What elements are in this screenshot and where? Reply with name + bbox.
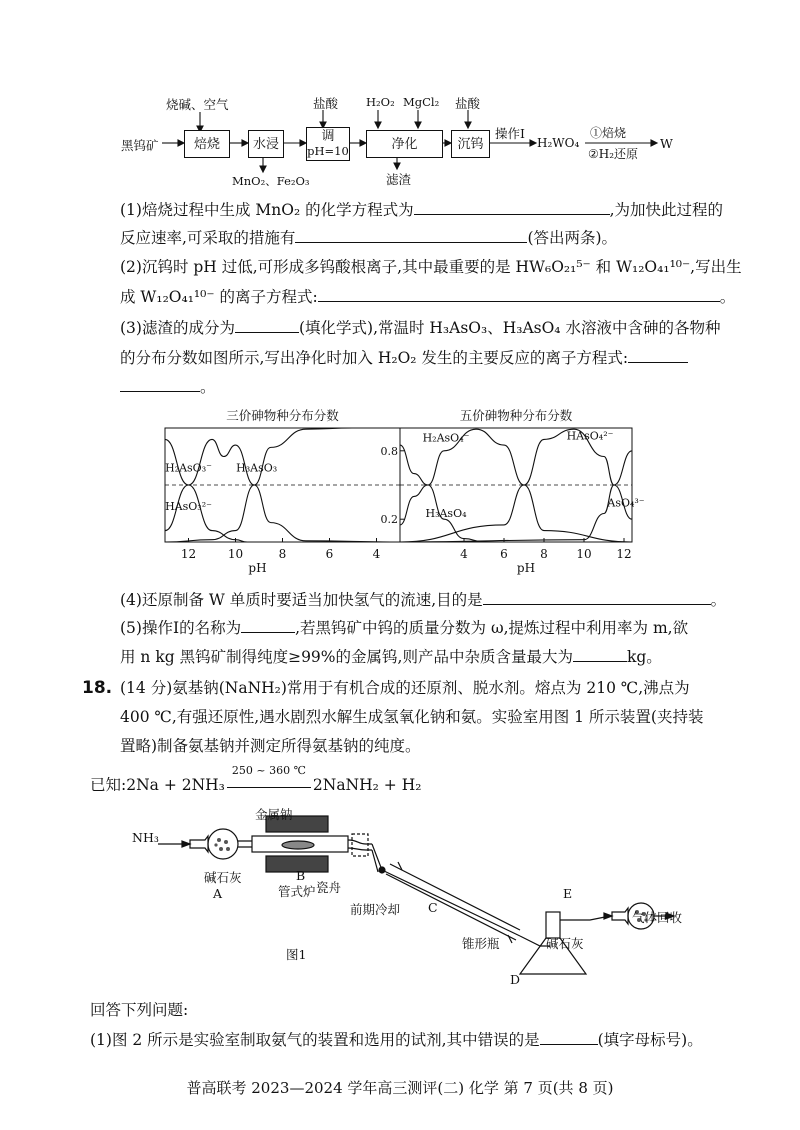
roast-box: 焙烧 [184, 130, 230, 158]
product-w-label: W [660, 136, 673, 151]
q17-p5b: ,若黑钨矿中钨的质量分数为 ω,提炼过程中利用率为 m,欲 [295, 619, 689, 637]
chart-title-0: 三价砷物种分布分数 [226, 408, 339, 423]
q17-p5d: kg。 [626, 648, 662, 666]
boat-label: 瓷舟 [316, 880, 342, 895]
condenser-joint [379, 867, 385, 873]
q17-part1-line1 [120, 200, 723, 220]
q18-intro-3: 置略)制备氨基钠并测定所得氨基钠的纯度。 [120, 737, 421, 755]
label-c: C [428, 900, 438, 915]
q17-p3b: (填化学式),常温时 H₃AsO₃、H₃AsO₄ 水溶液中含砷的各物种 [298, 319, 721, 337]
q17-p1c: 反应速率,可采取的措施有 [120, 229, 296, 247]
y-tick-label-1-1: 0.2 [380, 513, 398, 527]
q17-part5-line1 [120, 618, 688, 638]
step-reduce-label: ②H₂还原 [588, 147, 639, 161]
label-a: A [213, 886, 223, 901]
q17-part3-line1 [120, 318, 720, 338]
species-label-1-1: HAsO₄²⁻ [566, 429, 614, 443]
series-line-1-0 [400, 445, 632, 542]
q17-blank-4[interactable] [235, 318, 299, 333]
condenser-ports [398, 862, 512, 943]
purify-box: 净化 [366, 130, 443, 158]
x-tick-label-1-3: 10 [576, 547, 592, 561]
page-footer: 普高联考 2023—2024 学年高三测评(二) 化学 第 7 页(共 8 页) [186, 1079, 614, 1097]
drying-tube-e-neck [612, 908, 628, 924]
q17-blank-7[interactable] [241, 618, 295, 633]
hcl-label-2: 盐酸 [455, 96, 481, 111]
q17-part4 [120, 590, 726, 610]
arsenic-distribution-charts [160, 402, 650, 582]
q18-q1b: (填字母标号)。 [597, 1031, 703, 1049]
q18-intro-2: 400 ℃,有强还原性,遇水剧烈水解生成氢氧化钠和氨。实验室用图 1 所示装置(夹持装 [120, 708, 704, 726]
condenser-inner [382, 870, 520, 936]
q17-blank-3[interactable] [318, 287, 720, 302]
mgcl2-label: MgCl₂ [403, 95, 440, 109]
q17-p3a: (3)滤渣的成分为 [120, 319, 235, 337]
species-label-1-2: H₃AsO₄ [425, 506, 467, 520]
q17-p5c: 用 n kg 黑钨矿制得纯度≥99%的金属钨,则产品中杂质含量最大为 [120, 648, 573, 666]
porcelain-boat [282, 841, 314, 849]
label-b: B [296, 868, 306, 883]
label-e: E [563, 886, 573, 901]
x-tick-label-1-2: 8 [540, 547, 548, 561]
filter-residue-label: 滤渣 [386, 172, 412, 187]
precipitate-box: 沉钨 [451, 130, 490, 158]
q17-p5a: (5)操作Ⅰ的名称为 [120, 619, 242, 637]
tube-furnace-label: 管式炉 [278, 884, 316, 899]
q17-blank-1[interactable] [414, 200, 610, 215]
x-tick-label-1-1: 6 [500, 547, 508, 561]
reaction-condition: 250 ~ 360 ℃ [231, 764, 306, 777]
label-d: D [510, 972, 521, 987]
metal-sodium-label: 金属钠 [255, 807, 293, 822]
drying-tube-a-bulb [208, 829, 238, 859]
x-tick-label-1-4: 12 [616, 547, 632, 561]
q17-p2c: 。 [719, 288, 736, 306]
q17-p2b: 成 W₁₂O₄₁¹⁰⁻ 的离子方程式: [120, 288, 318, 306]
q17-p1d: (答出两条)。 [527, 229, 618, 247]
x-tick-label-0-1: 10 [227, 547, 244, 561]
adjust-line-1: 调 [321, 129, 335, 144]
known-reaction [90, 764, 422, 795]
drying-tube-a-neck [190, 836, 208, 852]
q17-p4b: 。 [710, 591, 727, 609]
x-axis-label-1: pH [516, 561, 536, 575]
nh3-arrow [182, 841, 190, 847]
q17-p1b: ,为加快此过程的 [609, 201, 724, 219]
q17-p4a: (4)还原制备 W 单质时要适当加快氢气的流速,目的是 [120, 591, 483, 609]
soda-lime-e-label: 碱石灰 [546, 936, 584, 951]
ore-label: 黑钨矿 [121, 138, 159, 153]
apparatus-figure [120, 800, 683, 990]
leach-residue-label: MnO₂、Fe₂O₃ [232, 174, 310, 188]
pre-cooling-label: 前期冷却 [350, 902, 401, 917]
q17-part2-line1: (2)沉钨时 pH 过低,可形成多钨酸根离子,其中最重要的是 HW₆O₂₁⁵⁻ 和 W₁₂O₄₁¹⁰⁻,写出生 [120, 258, 742, 276]
reaction-arrow [225, 764, 313, 795]
hcl-label-1: 盐酸 [313, 96, 339, 111]
q17-part3-line2 [120, 348, 688, 368]
x-axis-label-0: pH [248, 561, 267, 575]
reagent-air-label: 烧碱、空气 [166, 97, 229, 112]
h2wo4-label: H₂WO₄ [537, 136, 580, 150]
x-tick-label-0-4: 4 [372, 547, 381, 561]
series-line-1-1 [400, 429, 632, 542]
h2o2-label: H₂O₂ [366, 95, 395, 109]
series-line-0-1 [165, 439, 400, 542]
step-roast-label: ①焙烧 [590, 126, 627, 140]
species-label-0-2: HAsO₃²⁻ [165, 500, 212, 514]
flask-side-tube [560, 916, 610, 920]
q18-part1 [90, 1030, 703, 1050]
adjust-line-2: pH=10 [307, 144, 349, 158]
species-label-1-3: AsO₄³⁻ [607, 496, 645, 510]
answer-intro: 回答下列问题: [90, 1001, 189, 1019]
figure-1-caption: 图1 [286, 947, 307, 962]
species-label-0-1: H₃AsO₃ [236, 461, 278, 475]
x-tick-label-1-0: 4 [460, 547, 468, 561]
species-label-1-0: H₂AsO₄⁻ [422, 431, 470, 445]
q17-part5-line2 [120, 647, 662, 667]
q18-number: 18. [82, 678, 113, 698]
q17-blank-6[interactable] [483, 590, 711, 605]
q17-blank-2[interactable] [295, 228, 527, 243]
q17-p1a: (1)焙烧过程中生成 MnO₂ 的化学方程式为 [120, 201, 414, 219]
q17-part1-line2 [120, 228, 617, 248]
q17-blank-8[interactable] [573, 647, 627, 662]
condenser-outer [386, 864, 520, 940]
q18-blank-1[interactable] [540, 1030, 598, 1045]
pre-cooling-box [352, 834, 368, 856]
q17-part2-line2 [120, 287, 735, 307]
q17-part3-line3 [120, 377, 216, 397]
known-right: 2NaNH₂ + H₂ [312, 776, 422, 794]
nh3-label: NH₃ [132, 830, 159, 845]
operation-1-label: 操作I [495, 126, 525, 141]
x-tick-label-0-3: 6 [325, 547, 334, 561]
q17-p3c: 的分布分数如图所示,写出净化时加入 H₂O₂ 发生的主要反应的离子方程式: [120, 349, 629, 367]
chart-title-1: 五价砷物种分布分数 [459, 408, 573, 423]
adjust-ph-box [306, 127, 350, 161]
gas-recovery-label: 气体回收 [632, 910, 683, 925]
leach-box: 水浸 [248, 130, 284, 158]
q18-intro-1: (14 分)氨基钠(NaNH₂)常用于有机合成的还原剂、脱水剂。熔点为 210 ℃,沸点为 [120, 679, 690, 697]
q18-q1a: (1)图 2 所示是实验室制取氨气的装置和选用的试剂,其中错误的是 [90, 1031, 540, 1049]
species-label-0-0: H₂AsO₃⁻ [165, 461, 212, 475]
x-tick-label-0-0: 12 [180, 547, 197, 561]
soda-lime-a-label: 碱石灰 [204, 870, 242, 885]
q17-p3d: 。 [200, 378, 216, 396]
x-tick-label-0-2: 8 [278, 547, 287, 561]
y-tick-label-1-0: 0.8 [380, 444, 398, 458]
q17-blank-5[interactable] [628, 348, 688, 363]
flask-label: 锥形瓶 [462, 936, 500, 951]
known-left: 已知:2Na + 2NH₃ [90, 776, 225, 794]
series-line-1-2 [400, 429, 632, 542]
q17-blank-5b[interactable] [120, 377, 200, 392]
